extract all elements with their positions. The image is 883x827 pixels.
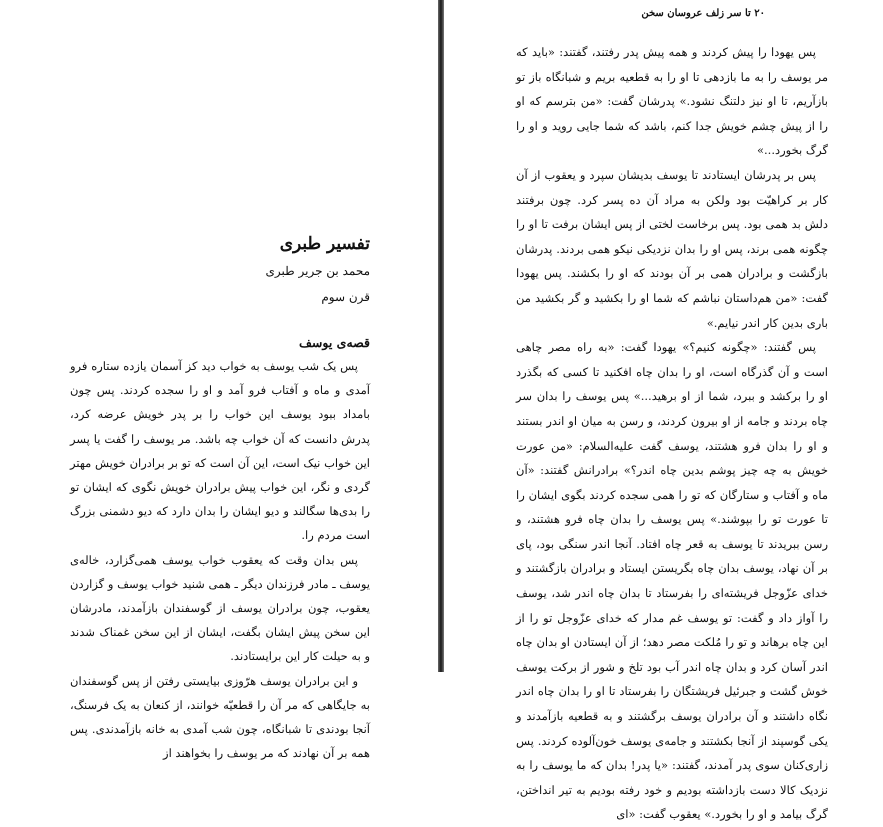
- left-page: [0, 0, 438, 761]
- book-spine: [438, 0, 444, 672]
- right-page-body: [516, 40, 828, 827]
- left-page-body: [70, 354, 370, 765]
- right-page: [444, 0, 883, 822]
- paragraph: پس بدان وقت که یعقوب خواب یوسف همی‌گزارد، خاله‌ی یوسف ـ مادر فرزندان دیگر ـ همی شنید خواب یوسف و گزاردن یعقوب، چون برادران یوسف از گوسفندان بازآمدند، مادرشان این سخن پیش ایشان بگفت، ایشان از این سخن غمناک شدند و به حیلت کار این برایستادند.: [70, 552, 370, 664]
- author-name: محمد بن جریر طبری: [265, 264, 370, 278]
- paragraph: پس گفتند: «چگونه کنیم؟» یهودا گفت: «به راه مصر چاهی است و آن گذرگاه است، او را بدان چاه افکنید تا کسی که بگذرد او را برکشد و ببرد، شما از او برهید...» پس یوسف را بدان سر چاه بردند و جامه از او بیرون کردند، و رسن به میان او اندر بستند و او را بدان فرو هشتند، یوسف گفت علیه‌السلام: «من عورت خویش به چه چیز پوشم بدین چاه اندر؟» برادرانش گفتند: «آن ماه و آفتاب و ستارگان که تو را همی سجده کردند بگوی ایشان را تا عورت تو را بپوشند.» پس یوسف را بدان چاه فرو هشتند، و رسن ببریدند تا یوسف به قعر چاه افتاد. آنجا اندر سنگی بود، پای بر آن نهاد، یوسف بدان چاه بگریستن ایستاد و برادران بازگشتند و خدای عزّوجل فریشته‌ای را بفرستاد تا بدان چاه اندر شد، یوسف را آواز داد و گفت: تو یوسف غم مدار که خدای عزّوجل تو را از این چاه برهاند و تو را مُلکت مصر دهد؛ از آن ایستادن او بدان چاه اندر آسان کرد و بدان چاه اندر آب بود تلخ و شور از برکت یوسف خوش گشت و جبرئیل فریشتگان را بفرستاد تا او را بدان چاه اندر نگاه داشتند و آن برادران یوسف برگشتند و به قطعیه بازآمدند و یکی گوسپند از آنجا بکشتند و جامه‌ی یوسف خون‌آلوده کردند. پس زاری‌کنان سوی پدر آمدند، گفتند: «یا پدر! بدان که ما یوسف را به نزدیک کالا دست بازداشته بودیم و خود رفته بودیم به تیر انداختن، گرگ بیامد و او را بخورد.» یعقوب گفت: «ای: [516, 340, 828, 822]
- book-title: تفسیر طبری: [279, 234, 370, 254]
- century-label: قرن سوم: [321, 290, 370, 304]
- paragraph: پس یک شب یوسف به خواب دید کز آسمان یازده ستاره فرو آمدی و ماه و آفتاب فرو آمد و او را سجده کردند. پس چون بامداد ببود یوسف این خواب را بر پدر خویش عرضه کرد، پدرش دانست که آن خواب چه باشد. مر یوسف را گفت یا پسر این خواب نیک است، این آن است که تو بر برادران خویش مهتر گردی و نگر، این خواب پیش برادران خویش نگوی که ایشان تو را بدی‌ها سگالند و دیو ایشان را بدان دارد که دیو دشمنی بزرگ است مردم را.: [70, 359, 370, 543]
- paragraph: پس یهودا را پیش کردند و همه پیش پدر رفتند، گفتند: «باید که مر یوسف را به ما بازدهی تا او را به قطعیه بریم و شبانگاه باز تو بازآریم، تا او نیز دلتنگ نشود.» پدرشان گفت: «من بترسم که او را از پیش چشم خویش جدا کنم، باشد که شما جایی روید و او را گرگ بخورد...»: [516, 45, 828, 158]
- paragraph: پس بر پدرشان ایستادند تا یوسف بدیشان سپرد و یعقوب از آن کار بر کراهیّت بود ولکن به مراد آن ده پسر کرد. چون برفتند دلش بد همی بود. پس برخاست لختی از پس ایشان برفت تا او را چگونه همی برند، پس او را بدان نزدیکی نیکو همی بردند. پدرشان بازگشت و برادران همی بر آن بودند که او را بکشند. پس یهودا گفت: «من هم‌داستان نباشم که شما او را بکشید و گر بکشید من باری بدین کار اندر نیایم.»: [516, 167, 828, 330]
- section-title: قصه‌ی یوسف: [298, 335, 370, 350]
- paragraph: و این برادران یوسف هرّوزی بیایستی رفتن از پس گوسفندان به جایگاهی که مر آن را قطعیّه خوانند، از کنعان به یک فرسنگ، آنجا بودندی تا شبانگاه، چون شب آمدی به خانه بازآمدندی. پس همه بر آن نهادند که مر یوسف را بخواهند از: [70, 673, 370, 761]
- running-head: ۲۰ تا سر زلف عروسان سخن: [641, 8, 765, 19]
- left-page-content: [70, 230, 370, 765]
